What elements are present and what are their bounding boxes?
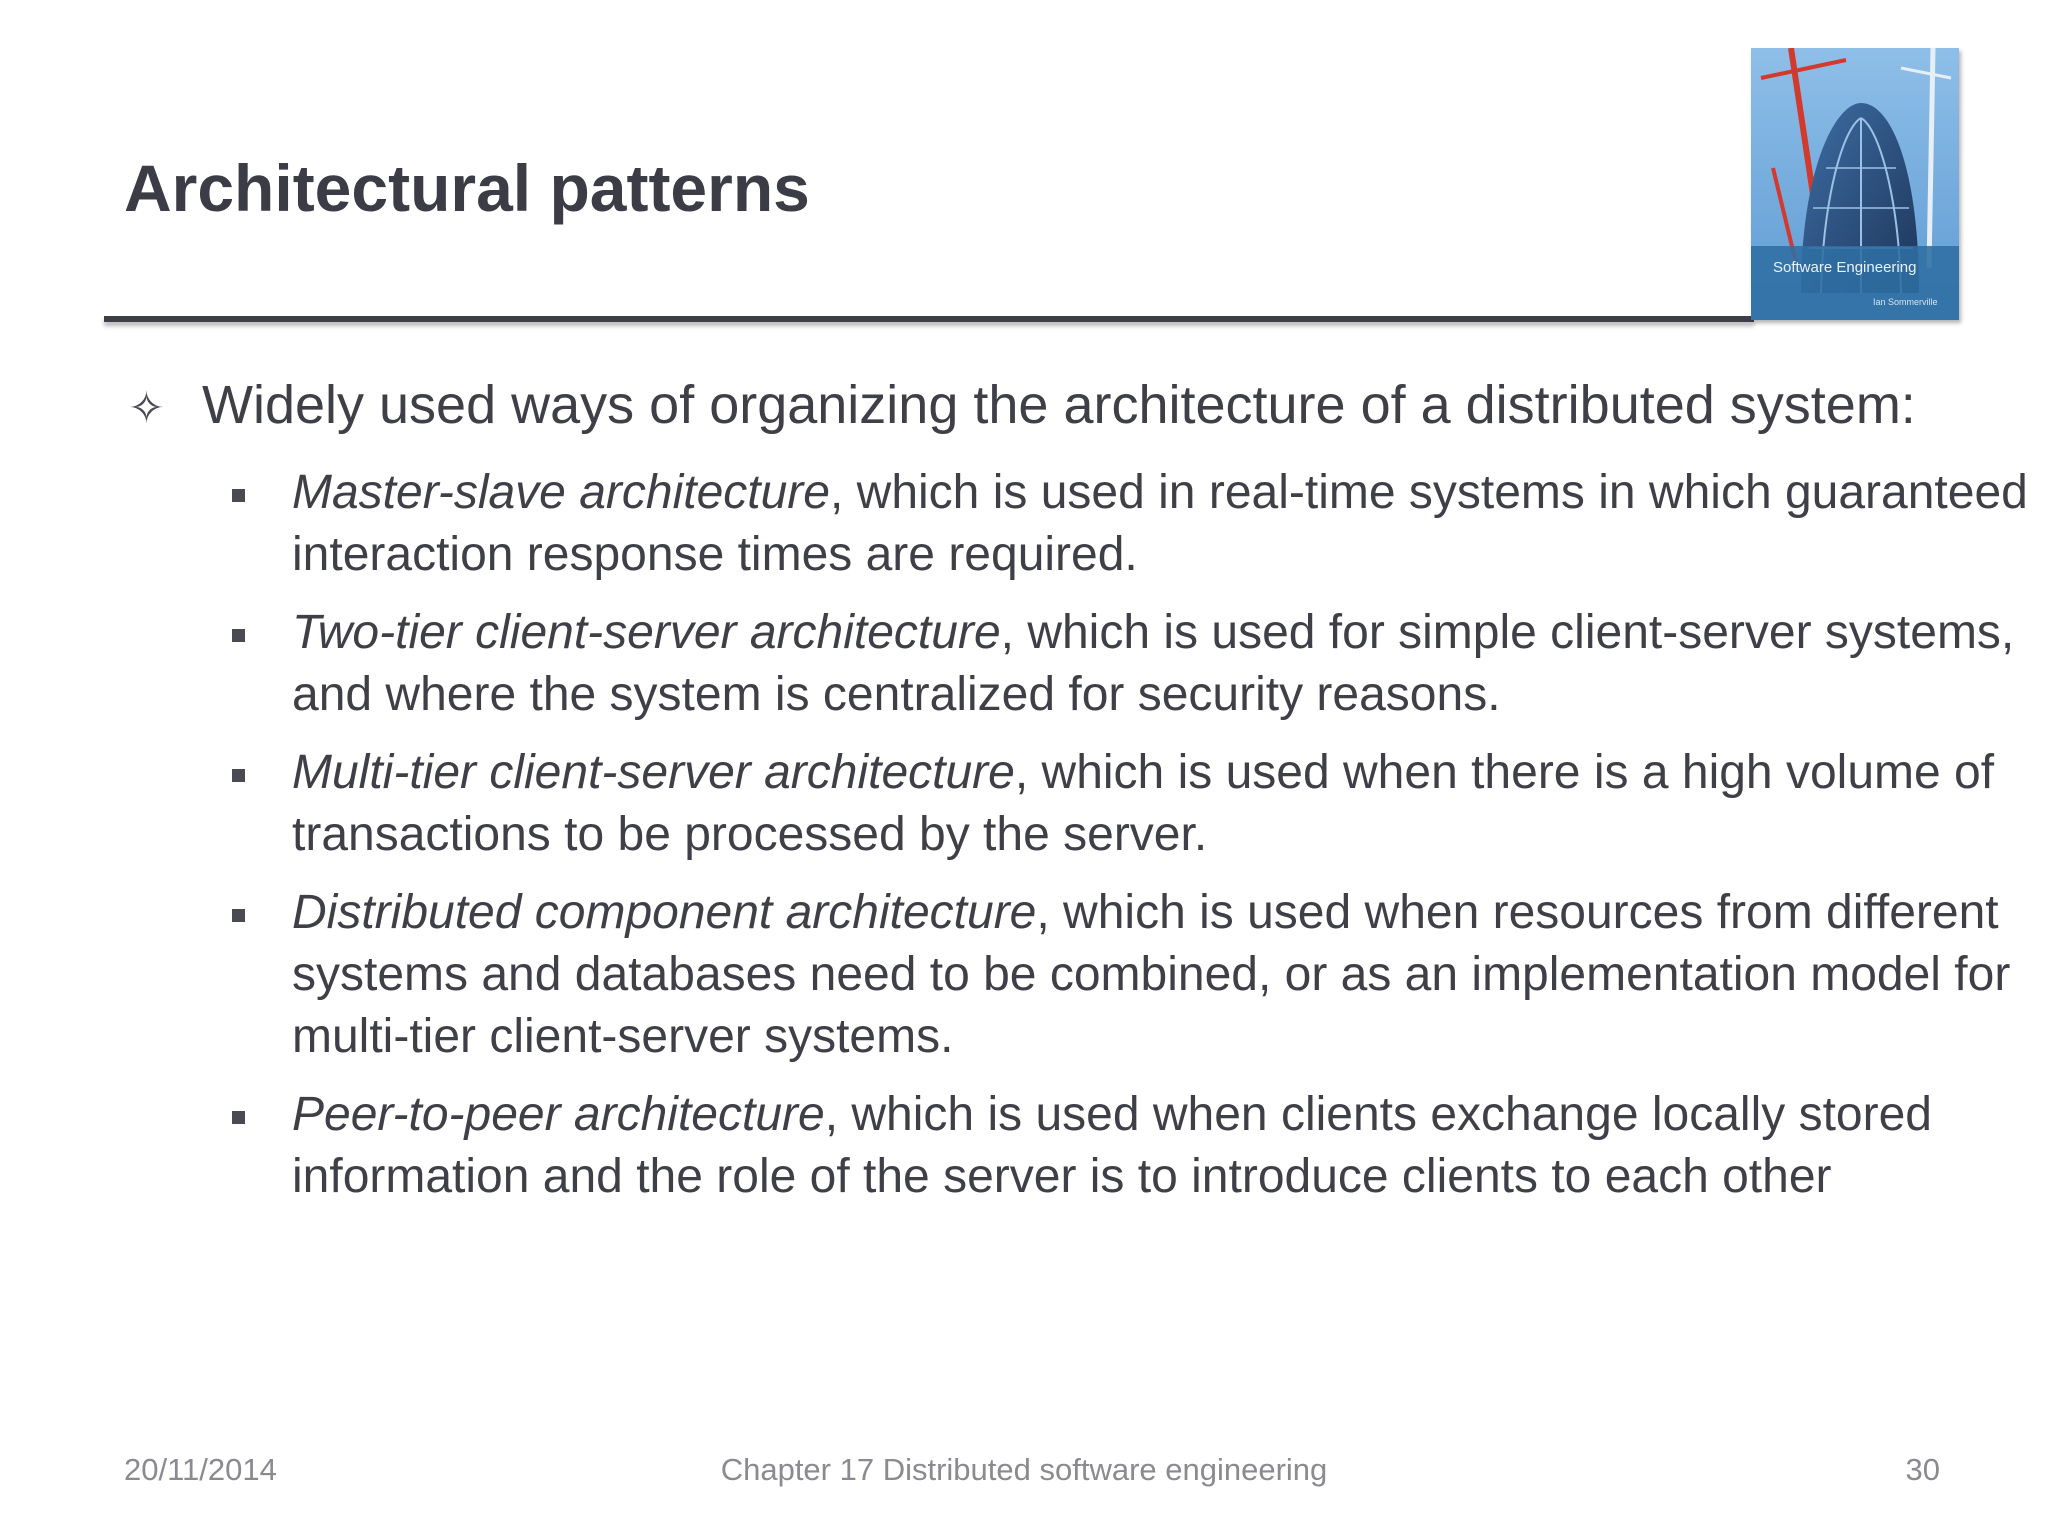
book-cover-image <box>1751 48 1959 320</box>
footer-date: 20/11/2014 <box>124 1452 277 1487</box>
footer-page-number: 30 <box>1905 1452 1940 1487</box>
pattern-term: Multi-tier client-server architecture <box>292 746 1015 799</box>
pattern-description: , which is used when resources from different systems and databases need to be combined, or as an implementation model for multi-tier client-server systems. <box>292 886 2011 1063</box>
four-point-star-outline-icon: ✧ <box>128 383 165 434</box>
pattern-term: Peer-to-peer architecture <box>292 1088 825 1141</box>
square-bullet-icon <box>232 629 245 642</box>
sub-bullet-item <box>124 882 2048 1068</box>
pattern-description: , which is used for simple client-server systems, and where the system is centralized for security reasons. <box>292 606 2015 721</box>
square-bullet-icon <box>232 769 245 782</box>
pattern-term: Two-tier client-server architecture <box>292 606 1001 659</box>
cover-title-text: Software Engineering <box>1773 259 1917 276</box>
sub-bullet-item <box>124 602 2048 726</box>
main-bullet-text: Widely used ways of organizing the architecture of a distributed system: <box>202 375 1916 435</box>
pattern-description: , which is used when there is a high volume of transactions to be processed by the server. <box>292 746 1995 861</box>
main-bullet-point <box>124 372 1954 438</box>
cover-author-text: Ian Sommerville <box>1873 297 1938 307</box>
pattern-term: Master-slave architecture <box>292 466 830 519</box>
pattern-term: Distributed component architecture <box>292 886 1037 939</box>
slide-title: Architectural patterns <box>124 151 810 225</box>
title-divider <box>104 316 1754 322</box>
sub-bullet-item <box>124 742 2048 866</box>
sub-bullet-item <box>124 1084 2048 1208</box>
pattern-description: , which is used when clients exchange locally stored information and the role of the server is to introduce clients to each other <box>292 1088 1932 1203</box>
sub-bullet-item <box>124 462 2048 586</box>
square-bullet-icon <box>232 909 245 922</box>
square-bullet-icon <box>232 489 245 502</box>
sub-bullet-list <box>124 462 2028 1208</box>
slide-body <box>124 372 2028 1224</box>
building-illustration <box>1751 48 1959 320</box>
pattern-description: , which is used in real-time systems in which guaranteed interaction response times are required. <box>292 466 2028 581</box>
footer-chapter: Chapter 17 Distributed software engineering <box>720 1452 1328 1487</box>
square-bullet-icon <box>232 1111 245 1124</box>
